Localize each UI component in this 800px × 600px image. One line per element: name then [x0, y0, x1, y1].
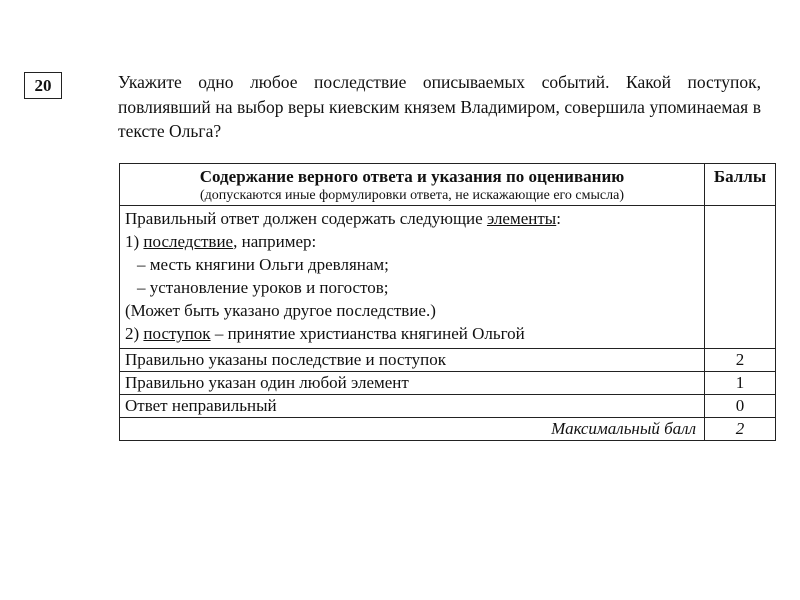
item-number: 2)	[125, 324, 144, 343]
max-score-row	[120, 418, 776, 441]
deed-word: поступок	[143, 324, 211, 343]
table-row	[120, 395, 776, 418]
table-header	[120, 164, 776, 206]
example-1: – месть княгини Ольги древлянам;	[137, 255, 389, 274]
criterion: Ответ неправильный	[120, 395, 705, 418]
content-title: Содержание верного ответа и указания по оцениванию	[199, 167, 625, 186]
scoring-table	[119, 163, 776, 441]
criterion: Правильно указаны последствие и поступок	[120, 349, 705, 372]
consequence-word: последствие	[143, 232, 234, 251]
score: 2	[705, 349, 776, 372]
table-row	[120, 349, 776, 372]
answer-content	[120, 206, 705, 349]
item-number: 1)	[125, 232, 144, 251]
example-2: – установление уроков и погостов;	[137, 278, 389, 297]
answer-score-empty	[705, 206, 776, 349]
score: 1	[705, 372, 776, 395]
task-number: 20	[24, 72, 62, 99]
content-header	[120, 164, 705, 206]
criterion: Правильно указан один любой элемент	[120, 372, 705, 395]
score-header: Баллы	[705, 164, 776, 206]
answer-intro: Правильный ответ должен содержать следующие	[125, 209, 487, 228]
answer-row	[120, 206, 776, 349]
content-note: (допускаются иные формулировки ответа, не искажающие его смысла)	[200, 188, 624, 203]
item-text: – принятие христианства княгиней Ольгой	[210, 324, 525, 343]
table-row	[120, 372, 776, 395]
elements-word: элементы	[486, 209, 557, 228]
answer-note: (Может быть указано другое последствие.)	[125, 301, 436, 320]
score: 0	[705, 395, 776, 418]
item-text: , например:	[233, 232, 317, 251]
max-score-label: Максимальный балл	[120, 418, 705, 441]
punct: :	[556, 209, 561, 228]
max-score-value: 2	[705, 418, 776, 441]
question-text: Укажите одно любое последствие описываемых событий. Какой поступок, повлиявший на выбор веры киевским князем Владимиром, совершила упоминаемая в тексте Ольга?	[118, 72, 761, 141]
